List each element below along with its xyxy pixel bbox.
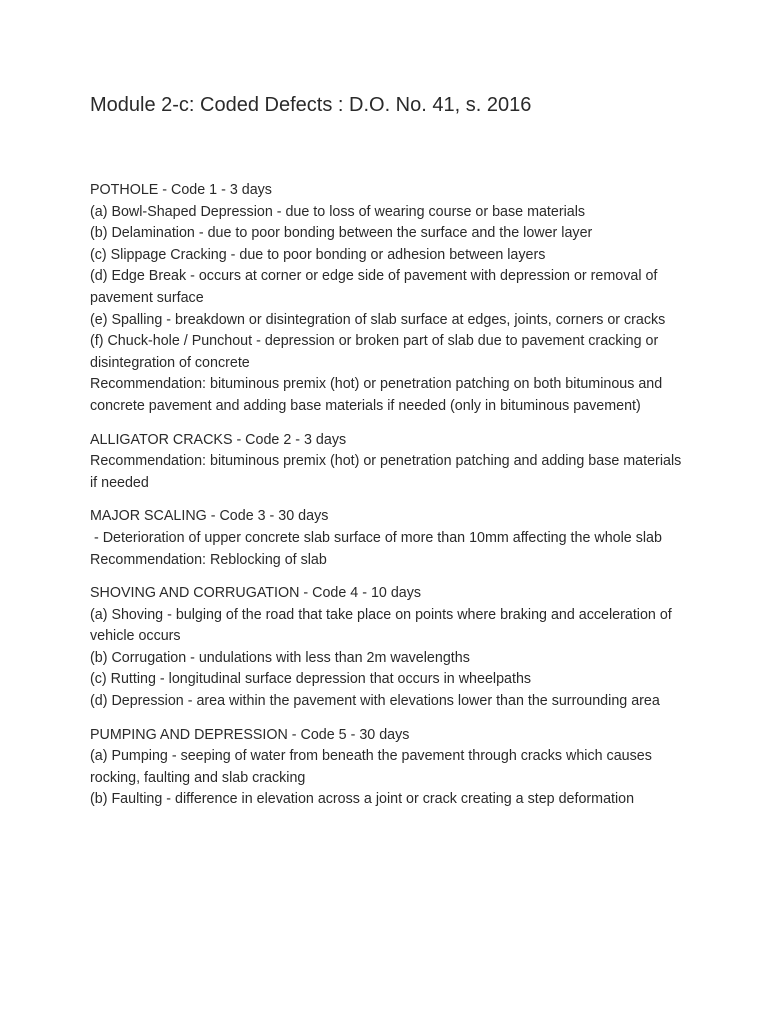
- defect-line: (a) Bowl-Shaped Depression - due to loss of wearing course or base materials: [90, 203, 586, 220]
- defect-line: (b) Delamination - due to poor bonding between the surface and the lower layer: [90, 225, 593, 242]
- section-shoving-and-corrugation: [90, 583, 690, 713]
- defect-line: (b) Faulting - difference in elevation across a joint or crack creating a step deformation: [90, 791, 635, 808]
- defect-line: (e) Spalling - breakdown or disintegration of slab surface at edges, joints, corners or cracks: [90, 311, 666, 328]
- section-heading: MAJOR SCALING - Code 3 - 30 days: [90, 508, 329, 525]
- recommendation-line: Recommendation: Reblocking of slab: [90, 551, 327, 568]
- defect-line: (d) Depression - area within the pavement with elevations lower than the surrounding area: [90, 693, 660, 710]
- recommendation-line: Recommendation: bituminous premix (hot) or penetration patching on both bituminous and concrete pavement and adding base materials if needed (only in bituminous pavement): [90, 376, 663, 414]
- section-heading: SHOVING AND CORRUGATION - Code 4 - 10 days: [90, 585, 422, 602]
- defect-line: (a) Shoving - bulging of the road that take place on points where braking and acceleration of vehicle occurs: [90, 606, 672, 645]
- section-pumping-and-depression: [90, 725, 690, 811]
- section-heading: ALLIGATOR CRACKS - Code 2 - 3 days: [90, 431, 347, 448]
- defect-line: (d) Edge Break - occurs at corner or edge side of pavement with depression or removal of pavement surface: [90, 268, 658, 306]
- defect-line: - Deterioration of upper concrete slab surface of more than 10mm affecting the whole slab: [90, 529, 662, 546]
- recommendation-line: Recommendation: bituminous premix (hot) or penetration patching and adding base materials if needed: [90, 453, 682, 491]
- defect-line: (c) Rutting - longitudinal surface depression that occurs in wheelpaths: [90, 671, 532, 688]
- section-alligator-cracks: [90, 430, 690, 495]
- defect-line: (c) Slippage Cracking - due to poor bonding or adhesion between layers: [90, 246, 546, 263]
- defect-line: (f) Chuck-hole / Punchout - depression or broken part of slab due to pavement cracking or disintegration of concrete: [90, 333, 659, 371]
- defect-line: (a) Pumping - seeping of water from beneath the pavement through cracks which causes rocking, faulting and slab cracking: [90, 748, 652, 786]
- section-heading: POTHOLE - Code 1 - 3 days: [90, 182, 272, 198]
- defect-line: (b) Corrugation - undulations with less than 2m wavelengths: [90, 649, 470, 666]
- section-major-scaling: [90, 506, 690, 571]
- section-heading: PUMPING AND DEPRESSION - Code 5 - 30 days: [90, 726, 410, 743]
- document-title: Module 2-c: Coded Defects : D.O. No. 41, s. 2016: [90, 94, 532, 116]
- document-page: [90, 92, 690, 823]
- section-pothole: [90, 180, 690, 418]
